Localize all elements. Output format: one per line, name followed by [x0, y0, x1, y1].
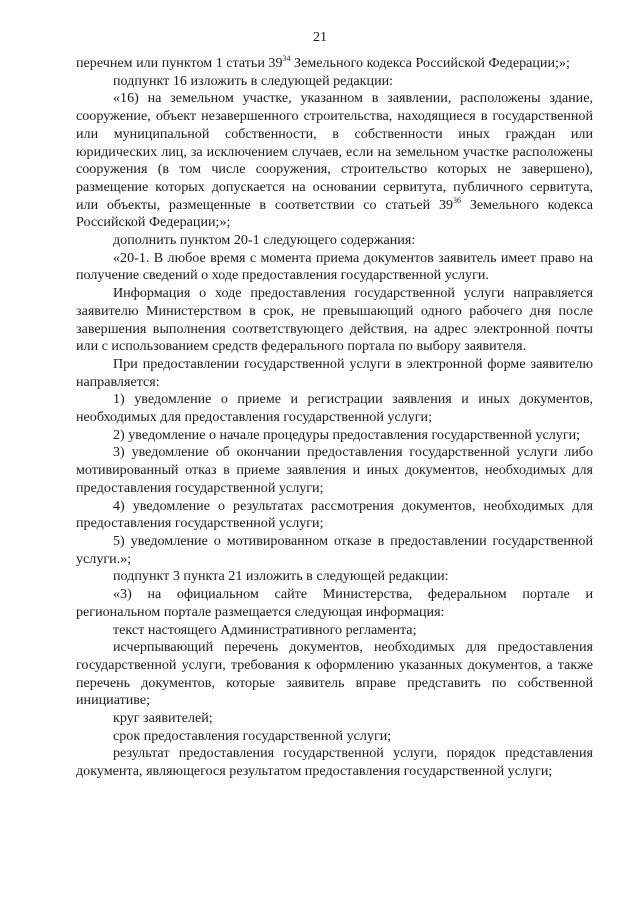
paragraph: Информация о ходе предоставления государственной услуги направляется заявителю Министерством в срок, не превышающий одного рабочего дня после завершения выполнения соответствующего действия, на адрес электронной почты или с использованием средств федерального портала по выбору заявителя. — [76, 285, 593, 355]
list-item: 1) уведомление о приеме и регистрации заявления и иных документов, необходимых для предоставления государственной услуги; — [76, 391, 593, 426]
paragraph: дополнить пунктом 20-1 следующего содержания: — [113, 232, 416, 249]
paragraph: результат предоставления государственной услуги, порядок представления документа, являющегося результатом предоставления государственной услуги; — [76, 745, 593, 780]
paragraph: подпункт 16 изложить в следующей редакции: — [113, 72, 394, 89]
list-item: 3) уведомление об окончании предоставления государственной услуги либо мотивированный отказ в приеме заявления и иных документов, необходимых для предоставления государственной услуги; — [76, 444, 593, 496]
paragraph: «16) на земельном участке, указанном в заявлении, расположены здание, сооружение, объект незавершенного строительства, находящиеся в государственной или муниципальной собственности, в собственности иных граждан или юридических лиц, за исключением случаев, если на земельном участке расположены сооружения (в том числе сооружения, строительство которых не завершено), размещение которых допускается на основании сервитута, публичного сервитута, или объекты, размещенные в соответствии со статьей $39^{36}$ Земельного кодекса Российской Федерации;»; — [76, 90, 593, 231]
paragraph: «20-1. В любое время с момента приема документов заявитель имеет право на получение сведений о ходе предоставления государственной услуги. — [76, 249, 593, 284]
paragraph: текст настоящего Административного регламента; — [113, 621, 417, 638]
paragraph: При предоставлении государственной услуги в электронной форме заявителю направляется: — [76, 355, 593, 390]
list-item: 4) уведомление о результатах рассмотрения документов, необходимых для предоставления государственной услуги; — [76, 497, 593, 532]
paragraph: круг заявителей; — [113, 710, 213, 727]
page-number: 21 — [313, 30, 327, 45]
paragraph: срок предоставления государственной услуги; — [113, 727, 392, 744]
paragraph: «3) на официальном сайте Министерства, федеральном портале и региональном портале размещается следующая информация: — [76, 586, 593, 620]
list-item: 2) уведомление о начале процедуры предоставления государственной услуги; — [113, 426, 581, 443]
paragraph: перечнем или пунктом 1 статьи $39^{34}$ Земельного кодекса Российской Федерации;»; — [76, 54, 570, 71]
document-body — [76, 55, 593, 781]
list-item: 5) уведомление о мотивированном отказе в предоставлении государственной услуги.»; — [76, 532, 593, 567]
paragraph: исчерпывающий перечень документов, необходимых для предоставления государственной услуги, требования к оформлению указанных документов, а также перечень документов, которые заявитель вправе представить по собственной инициативе; — [76, 639, 593, 709]
paragraph: подпункт 3 пункта 21 изложить в следующей редакции: — [113, 568, 449, 585]
